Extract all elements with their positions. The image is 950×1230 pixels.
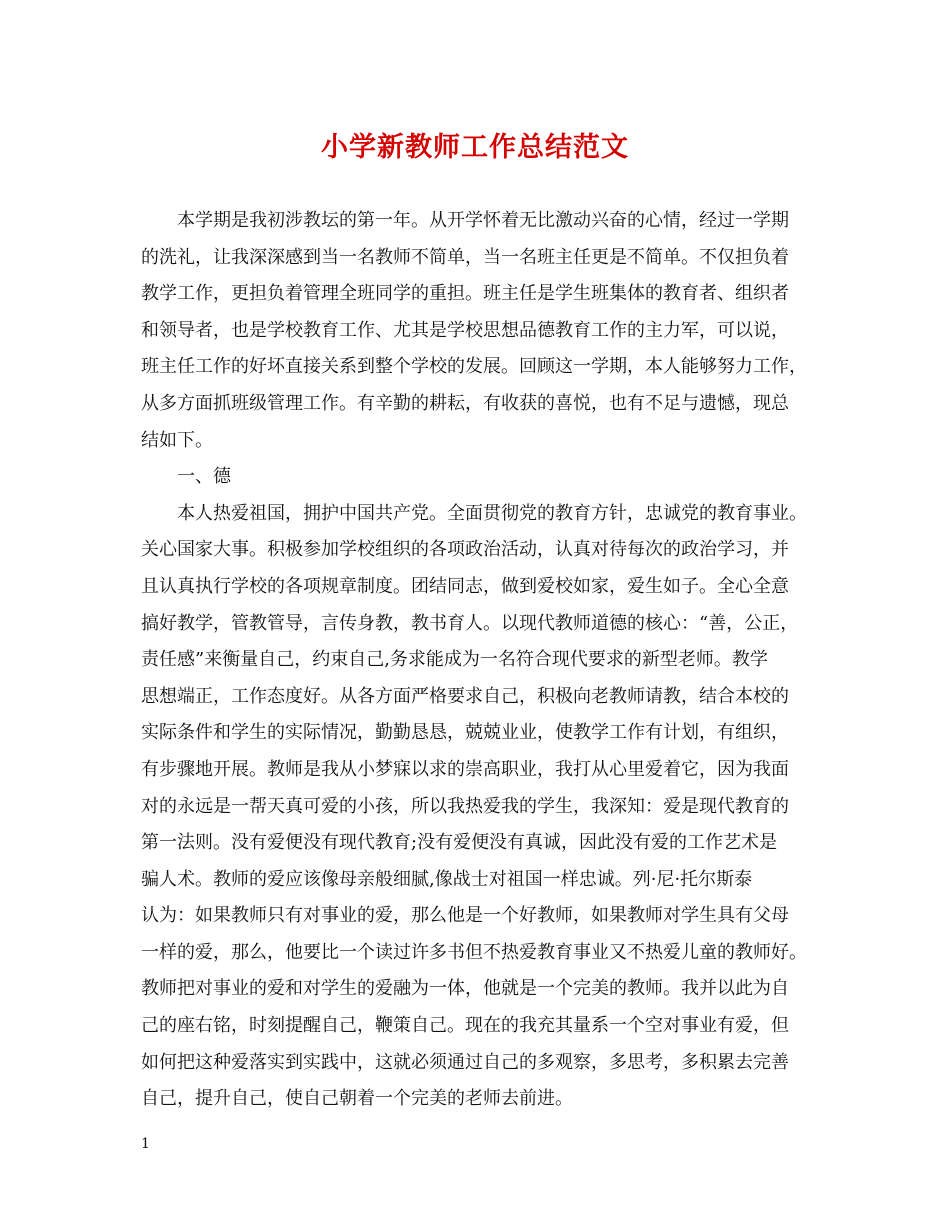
section-heading: 一、德 — [177, 466, 231, 488]
body-line: 本人热爱祖国，拥护中国共产党。全面贯彻党的教育方针，忠诚党的教育事业。 — [177, 502, 807, 524]
document-body — [141, 203, 811, 1118]
body-line: 思想端正，工作态度好。从各方面严格要求自己，积极向老教师请教，结合本校的 — [141, 685, 789, 707]
body-line: 第一法则。没有爱便没有现代教育;没有爱便没有真诚，因此没有爱的工作艺术是 — [141, 832, 778, 854]
body-line: 教师把对事业的爱和对学生的爱融为一体，他就是一个完美的教师。我并以此为自 — [141, 978, 789, 1000]
document-title: 小学新教师工作总结范文 — [321, 132, 629, 163]
body-line: 班主任工作的好坏直接关系到整个学校的发展。回顾这一学期，本人能够努力工作， — [141, 356, 807, 378]
body-line: 有步骤地开展。教师是我从小梦寐以求的崇高职业，我打从心里爱着它，因为我面 — [141, 758, 789, 780]
body-line: 责任感”来衡量自己，约束自己,务求能成为一名符合现代要求的新型老师。教学 — [141, 649, 768, 671]
body-line: 结如下。 — [141, 429, 213, 451]
body-line: 自己，提升自己，使自己朝着一个完美的老师去前进。 — [141, 1088, 573, 1110]
body-line: 对的永远是一帮天真可爱的小孩，所以我热爱我的学生，我深知：爱是现代教育的 — [141, 795, 789, 817]
body-line: 一样的爱，那么，他要比一个读过许多书但不热爱教育事业又不热爱儿童的教师好。 — [141, 941, 807, 963]
body-line: 认为：如果教师只有对事业的爱，那么他是一个好教师，如果教师对学生具有父母 — [141, 905, 789, 927]
body-line: 己的座右铭，时刻提醒自己，鞭策自己。现在的我充其量系一个空对事业有爱，但 — [141, 1015, 789, 1037]
body-line: 骗人术。教师的爱应该像母亲般细腻,像战士对祖国一样忠诚。列·尼·托尔斯泰 — [141, 868, 753, 890]
body-line: 和领导者，也是学校教育工作、尤其是学校思想品德教育工作的主力军，可以说， — [141, 319, 789, 341]
body-line: 教学工作，更担负着管理全班同学的重担。班主任是学生班集体的教育者、组织者 — [141, 283, 789, 305]
body-line: 本学期是我初涉教坛的第一年。从开学怀着无比激动兴奋的心情，经过一学期 — [177, 210, 789, 231]
body-line: 搞好教学，管教管导，言传身教，教书育人。以现代教师道德的核心：“善，公正， — [141, 612, 799, 634]
body-line: 如何把这种爱落实到实践中，这就必须通过自己的多观察，多思考，多积累去完善 — [141, 1051, 789, 1073]
body-line: 且认真执行学校的各项规章制度。团结同志，做到爱校如家，爱生如子。全心全意 — [141, 575, 789, 597]
body-line: 从多方面抓班级管理工作。有辛勤的耕耘，有收获的喜悦，也有不足与遗憾，现总 — [141, 392, 789, 414]
body-line: 实际条件和学生的实际情况，勤勤恳恳，兢兢业业，使教学工作有计划，有组织， — [141, 722, 789, 744]
page-number: 1 — [141, 1136, 150, 1152]
body-line: 的洗礼，让我深深感到当一名教师不简单，当一名班主任更是不简单。不仅担负着 — [141, 246, 789, 268]
body-line: 关心国家大事。积极参加学校组织的各项政治活动，认真对待每次的政治学习，并 — [141, 539, 789, 561]
